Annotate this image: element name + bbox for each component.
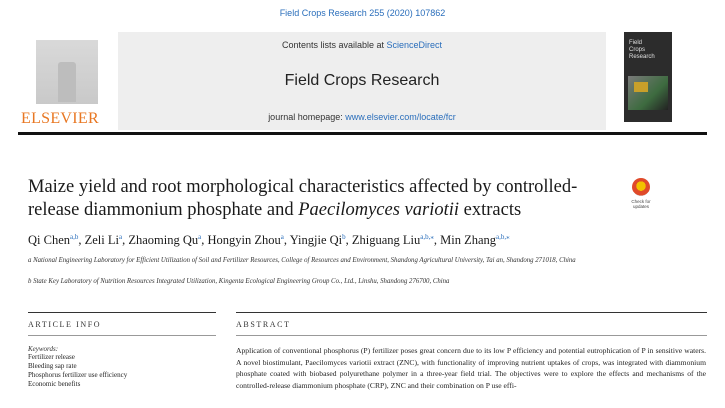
- journal-citation[interactable]: Field Crops Research 255 (2020) 107862: [279, 8, 446, 18]
- publisher-logo-text: ELSEVIER: [21, 110, 99, 127]
- author-list: [28, 233, 688, 248]
- keyword-item: Bleeding sap rate: [28, 362, 77, 370]
- journal-header: [18, 32, 706, 130]
- keywords-list: [28, 353, 127, 389]
- author-name[interactable]: [290, 233, 346, 247]
- journal-banner: [118, 32, 606, 130]
- author-name[interactable]: [208, 233, 284, 247]
- cover-title: [629, 40, 655, 61]
- elsevier-tree-logo: [36, 40, 98, 104]
- journal-title: Field Crops Research: [284, 72, 440, 89]
- cover-title-line: Crops: [629, 47, 646, 53]
- abstract-rule-lower: [236, 335, 707, 336]
- cover-image: [628, 76, 668, 110]
- check-updates-label-line: updates: [632, 204, 649, 209]
- abstract-rule: [236, 312, 707, 313]
- title-text-end: extracts: [459, 200, 522, 220]
- cover-title-line: Field: [629, 40, 643, 46]
- check-for-updates-button[interactable]: [624, 178, 658, 212]
- keyword-item: Economic benefits: [28, 380, 81, 388]
- author-name-text: Qi Chen: [28, 233, 71, 248]
- author-affiliation-marker[interactable]: a,b: [70, 233, 79, 241]
- author-name-text: Hongyin Zhou: [207, 233, 281, 248]
- author-name-text: Zhiguang Liu: [351, 233, 421, 248]
- author-separator: ,: [122, 233, 129, 248]
- sciencedirect-link[interactable]: ScienceDirect: [386, 40, 443, 50]
- journal-cover-thumbnail[interactable]: [624, 32, 672, 122]
- homepage-prefix: journal homepage:: [268, 112, 346, 122]
- author-name-text: Yingjie Qi: [289, 233, 343, 248]
- keyword-item: Fertilizer release: [28, 353, 75, 361]
- author-affiliation-marker[interactable]: a,b,⁎: [420, 233, 434, 241]
- check-updates-label-line: Check for: [631, 199, 651, 204]
- author-affiliation-marker[interactable]: b: [342, 233, 346, 241]
- title-italic-species: Paecilomyces variotii: [298, 200, 460, 220]
- author-name[interactable]: [85, 233, 122, 247]
- contents-availability: [118, 40, 606, 50]
- header-divider: [18, 132, 707, 135]
- cover-title-line: Research: [629, 54, 655, 60]
- author-name-text: Zhaoming Qu: [128, 233, 199, 248]
- article-title: [28, 176, 588, 222]
- article-info-heading: ARTICLE INFO: [28, 320, 102, 329]
- author-affiliation-marker[interactable]: a: [198, 233, 202, 241]
- author-separator: ,: [283, 233, 290, 248]
- affiliation-b: b State Key Laboratory of Nutrition Resources Integrated Utilization, Kingenta Ecological Engineering Group Co., Ltd., Linshu, Shandong 276700, China: [28, 278, 450, 285]
- abstract-heading: ABSTRACT: [236, 320, 291, 329]
- author-affiliation-marker[interactable]: a: [280, 233, 284, 241]
- author-name[interactable]: [28, 233, 78, 247]
- author-separator: ,: [78, 233, 85, 248]
- keywords-heading: Keywords:: [28, 345, 59, 353]
- journal-homepage: [118, 112, 606, 122]
- author-name-text: Zeli Li: [84, 233, 119, 248]
- author-name[interactable]: [352, 233, 434, 247]
- author-separator: ,: [433, 233, 441, 248]
- author-name[interactable]: [440, 233, 510, 247]
- author-name[interactable]: [128, 233, 201, 247]
- affiliation-a: a National Engineering Laboratory for Efficient Utilization of Soil and Fertilizer Resources, College of Resources and Environment, Shandong Agricultural University, Tai an, Shandong 271018, China: [28, 257, 576, 264]
- abstract-body: Application of conventional phosphorus (P) fertilizer poses great concern due to its low P efficiency and potential eutrophication of P in sensitive waters. A novel biostimulant, Paecilomyces variotii extract (ZNC), with functionality of improving nutrient uptakes of crops, was integrated with diammonium phosphate coated with biobased polyurethane polymer in a three-year field trial. The objectives were to explore the effects and mechanisms of the controlled-release diammonium phosphate (CRP), ZNC and their combination on P use effi-: [236, 346, 706, 390]
- publisher-logo[interactable]: [18, 32, 110, 130]
- author-separator: ,: [345, 233, 352, 248]
- homepage-link[interactable]: www.elsevier.com/locate/fcr: [345, 112, 456, 122]
- author-affiliation-marker[interactable]: a,b,⁎: [496, 233, 510, 241]
- article-info-rule: [28, 312, 216, 313]
- article-info-rule-lower: [28, 335, 216, 336]
- author-name-text: Min Zhang: [440, 233, 497, 248]
- author-affiliation-marker[interactable]: a: [119, 233, 123, 241]
- check-updates-icon: [632, 178, 650, 196]
- author-separator: ,: [201, 233, 208, 248]
- contents-prefix: Contents lists available at: [281, 40, 387, 50]
- check-updates-label: [624, 199, 658, 209]
- keyword-item: Phosphorus fertilizer use efficiency: [28, 371, 128, 379]
- title-text: Maize yield and root morphological characteristics affected by controlled-release diammonium phosphate and: [28, 177, 578, 220]
